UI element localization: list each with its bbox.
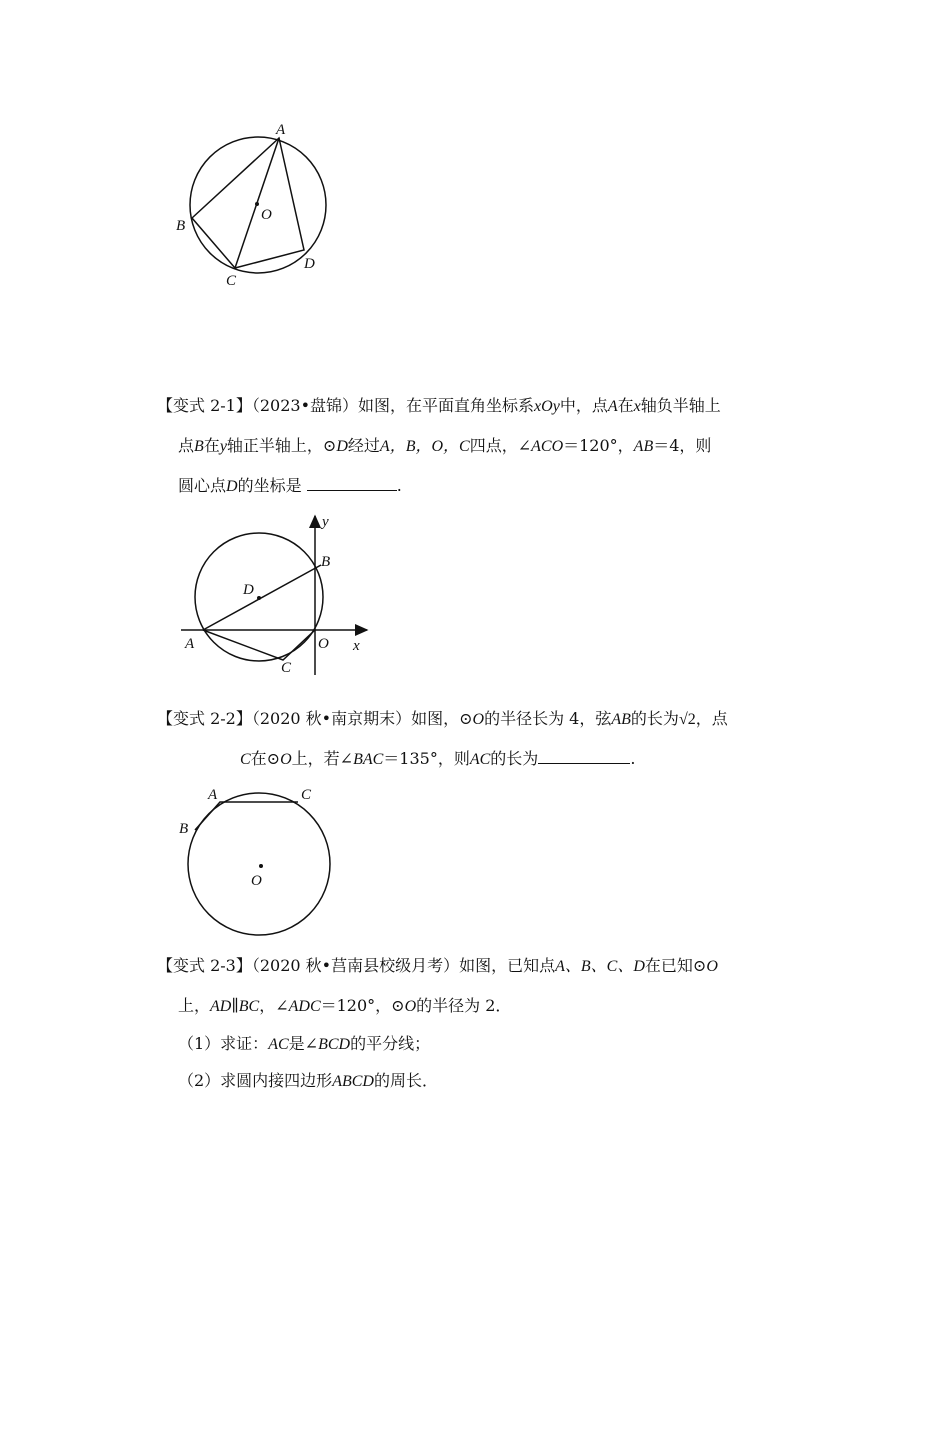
problem-source: （2020 秋•莒南县校级月考） — [251, 956, 460, 975]
figure-1-circle-abcd — [170, 120, 340, 290]
segments-aco — [203, 630, 315, 660]
problem-2-3-question-1: （1）求证：AC是∠BCD的平分线； — [178, 1034, 431, 1053]
label-x: x — [353, 638, 360, 654]
label-d: D — [243, 582, 254, 598]
label-d: D — [304, 256, 315, 272]
label-c: C — [226, 273, 237, 289]
problem-2-3-line-1: 【变式 2-3】（2020 秋•莒南县校级月考）如图，已知点A、B、C、D在已知⊙O — [157, 956, 718, 975]
label-o: O — [261, 207, 272, 223]
problem-source: （2020 秋•南京期末） — [251, 709, 412, 728]
problem-tag: 【变式 2-1】 — [157, 396, 252, 415]
label-a: A — [185, 636, 195, 652]
answer-blank[interactable] — [307, 476, 397, 491]
label-b: B — [176, 218, 186, 234]
problem-2-1-line-2: 点B在y轴正半轴上，⊙D经过A，B，O，C四点，∠ACO＝120°，AB＝4，则 — [178, 436, 712, 455]
label-b: B — [179, 821, 189, 837]
segment-ab — [203, 565, 321, 630]
figure-2-coordinate-circle — [175, 510, 375, 680]
problem-2-1-line-1: 【变式 2-1】（2023•盘锦）如图，在平面直角坐标系xOy中，点A在x轴负半轴上 — [157, 396, 721, 415]
label-c: C — [281, 660, 292, 676]
label-a: A — [276, 122, 286, 138]
label-o: O — [251, 873, 262, 889]
sqrt-expression: √2 — [678, 711, 696, 728]
label-y: y — [322, 514, 329, 530]
label-a: A — [208, 787, 218, 803]
problem-2-2-line-1: 【变式 2-2】（2020 秋•南京期末）如图，⊙O的半径长为 4，弦AB的长为√2，点 — [157, 709, 728, 728]
problem-2-2-line-2: C在⊙O上，若∠BAC＝135°，则AC的长为 . — [240, 749, 636, 768]
problem-2-3-line-2: 上，AD∥BC，∠ADC＝120°，⊙O的半径为 2． — [178, 996, 512, 1015]
answer-blank[interactable] — [538, 749, 630, 764]
center-point-o — [259, 864, 263, 868]
problem-2-1-line-3: 圆心点D的坐标是 . — [178, 476, 402, 495]
label-b: B — [321, 554, 331, 570]
label-o: O — [318, 636, 329, 652]
problem-tag: 【变式 2-3】 — [157, 956, 252, 975]
center-point-d — [257, 596, 261, 600]
problem-2-3-question-2: （2）求圆内接四边形ABCD的周长． — [178, 1071, 438, 1090]
center-point-o — [255, 202, 259, 206]
figure-3-circle-chord — [175, 782, 340, 942]
chord-b-a-c — [195, 802, 298, 830]
problem-tag: 【变式 2-2】 — [157, 709, 252, 728]
label-c: C — [301, 787, 312, 803]
problem-source: （2023•盘锦） — [251, 396, 359, 415]
